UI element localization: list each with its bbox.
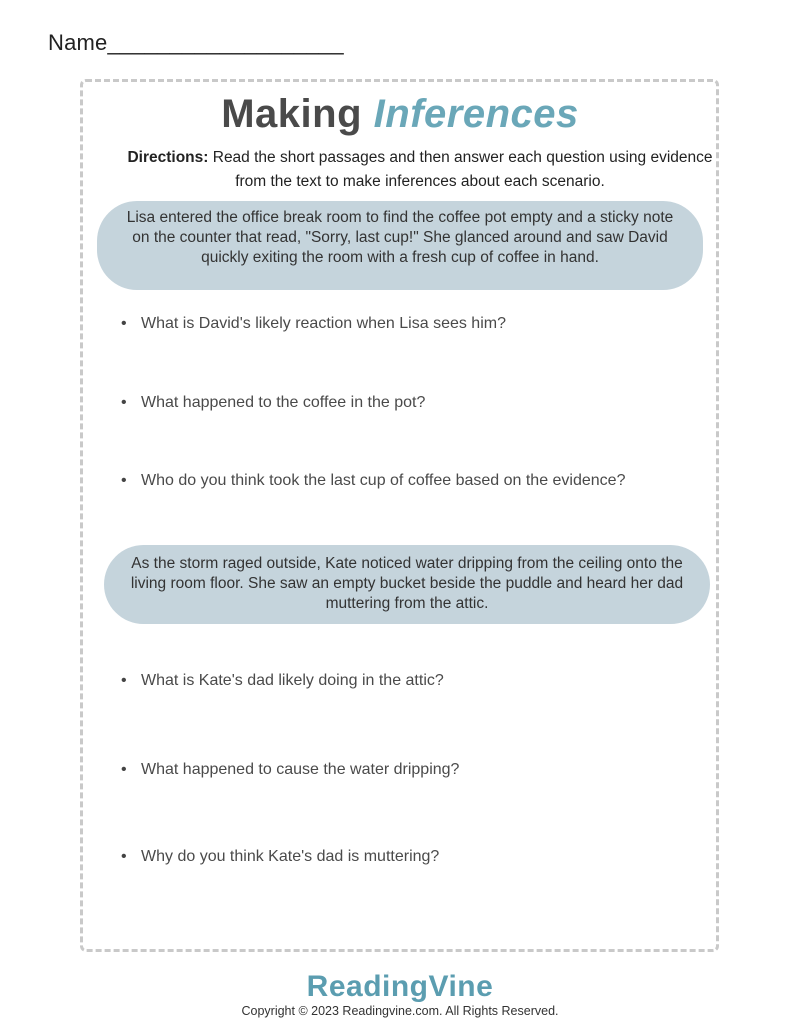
bullet-icon: • [121, 672, 127, 689]
bullet-icon: • [121, 315, 127, 332]
directions [120, 146, 720, 194]
question-2-1 [121, 668, 681, 694]
readingvine-logo: ReadingVine [306, 970, 494, 1003]
question-text: Why do you think Kate's dad is muttering? [141, 848, 440, 865]
directions-label: Directions: [127, 149, 209, 166]
question-2-3 [121, 844, 681, 870]
question-1-2 [121, 390, 681, 416]
question-text: What happened to the coffee in the pot? [141, 394, 426, 411]
title-part-making: Making [221, 92, 374, 136]
passage-2: As the storm raged outside, Kate noticed water dripping from the ceiling onto the living room floor. She saw an empty bucket beside the puddle and heard her dad muttering from the attic. [104, 545, 710, 624]
name-field-label: Name___________________ [48, 30, 344, 55]
directions-text: Read the short passages and then answer each question using evidence from the text to make inferences about each scenario. [208, 149, 713, 190]
question-text: What is David's likely reaction when Lisa sees him? [141, 315, 506, 332]
passage-1: Lisa entered the office break room to find the coffee pot empty and a sticky note on the counter that read, "Sorry, last cup!" She glanced around and saw David quickly exiting the room with a fresh cup of coffee in hand. [97, 201, 703, 290]
question-text: What happened to cause the water dripping? [141, 761, 460, 778]
worksheet-title [0, 92, 800, 137]
bullet-icon: • [121, 394, 127, 411]
question-1-1 [121, 311, 681, 337]
question-1-3 [121, 468, 681, 494]
question-text: Who do you think took the last cup of coffee based on the evidence? [141, 472, 626, 489]
bullet-icon: • [121, 472, 127, 489]
copyright-text: Copyright © 2023 Readingvine.com. All Rights Reserved. [241, 1004, 559, 1018]
title-part-inferences: Inferences [373, 92, 579, 136]
bullet-icon: • [121, 848, 127, 865]
question-2-2 [121, 757, 681, 783]
question-text: What is Kate's dad likely doing in the attic? [141, 672, 444, 689]
bullet-icon: • [121, 761, 127, 778]
